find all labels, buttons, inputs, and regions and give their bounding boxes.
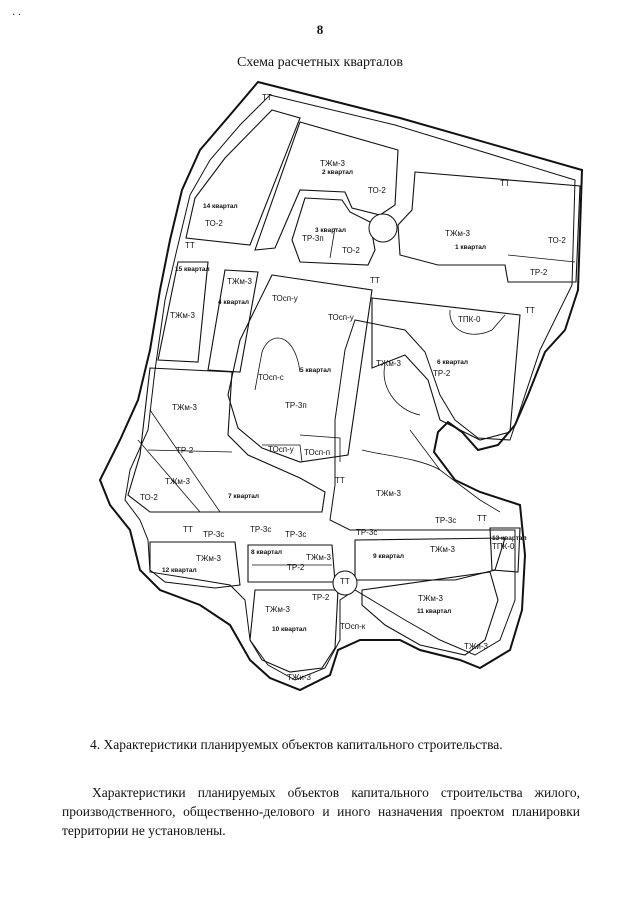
zone-label: ТО-2 — [368, 186, 386, 195]
zone-label: ТОсп-у — [328, 313, 354, 322]
quarter-label: 15 квартал — [175, 266, 210, 273]
zone-label: ТЖм-3 — [165, 477, 190, 486]
zone-label: ТР-2 — [312, 593, 330, 602]
zone-label: ТОсп-п — [304, 448, 331, 457]
zone-label: ТЖм-3 — [265, 605, 290, 614]
quarter-label: 1 квартал — [455, 244, 487, 251]
zone-label: ТР-3с — [285, 530, 307, 539]
quarter-label: 13 квартал — [492, 535, 527, 542]
zone-label: ТОсп-к — [340, 622, 366, 631]
zone-label: ТЖм-3 — [306, 553, 331, 562]
quarter-label: 11 квартал — [417, 608, 452, 615]
zone-divider — [255, 338, 300, 390]
zone-label: ТЖм-3 — [418, 594, 443, 603]
zone-label: ТР-2 — [530, 268, 548, 277]
zone-divider — [384, 365, 420, 415]
zone-label: ТЖм-3 — [376, 359, 401, 368]
zone-label: ТЖм-3 — [430, 545, 455, 554]
quarter-label: 2 квартал — [322, 169, 354, 176]
section-heading: 4. Характеристики планируемых объектов капитального строительства. — [90, 737, 503, 752]
quarter-label: 4 квартал — [218, 299, 250, 306]
zone-label: ТТ — [335, 476, 345, 485]
zone-divider — [362, 450, 500, 512]
zone-label: ТТ — [185, 241, 195, 250]
zone-label: ТО-2 — [205, 219, 223, 228]
zone-label: ТР-2 — [176, 446, 194, 455]
zone-label: ТР-2 — [433, 369, 451, 378]
zone-label: ТТ — [340, 577, 350, 586]
quarter-label: 5 квартал — [300, 367, 332, 374]
zone-label: ТЖм-3 — [445, 229, 470, 238]
zone-label: ТО-2 — [342, 246, 360, 255]
zone-label: ТР-3с — [203, 530, 225, 539]
zone-label: ТР-3с — [435, 516, 457, 525]
zone-label: ТР-3с — [250, 525, 272, 534]
quarter-12-outline — [150, 542, 240, 588]
zone-label: ТТ — [370, 276, 380, 285]
zone-label: ТЖм-3 — [170, 311, 195, 320]
quarter-7-outline — [128, 368, 325, 512]
quarter-1-outline — [398, 172, 580, 282]
zone-label: ТТ — [477, 514, 487, 523]
zone-label: ТЖм-3 — [196, 554, 221, 563]
scheme-title: Схема расчетных кварталов — [236, 55, 404, 70]
zone-label: ТОсп-у — [272, 294, 298, 303]
zone-label: ТПК-0 — [458, 315, 481, 324]
zone-label: ТПК-0 — [492, 542, 515, 551]
zone-label: ТТ — [500, 179, 510, 188]
zone-label: ТТ — [183, 525, 193, 534]
scan-marks: · · — [12, 10, 22, 21]
zone-label: ТОсп-у — [268, 445, 294, 454]
zone-label: ТЖм-3 — [320, 159, 345, 168]
zone-label: ТР-2 — [287, 563, 305, 572]
zone-label: ТО-2 — [548, 236, 566, 245]
zone-label: ТЖи-3 — [464, 642, 488, 651]
quarter-label: 8 квартал — [251, 549, 283, 556]
zone-label: ТЖм-3 — [227, 277, 252, 286]
quarter-label: 3 квартал — [315, 227, 347, 234]
zone-label: ТЖи-3 — [287, 673, 311, 682]
quarter-label: 10 квартал — [272, 626, 307, 633]
zone-label: ТР-3п — [302, 234, 324, 243]
quarter-14-outline — [186, 110, 300, 245]
zone-label: ТТ — [262, 93, 272, 102]
zone-label: ТЖм-3 — [172, 403, 197, 412]
quarter-label: 14 квартал — [203, 203, 238, 210]
quarter-label: 6 квартал — [437, 359, 469, 366]
zone-divider — [150, 410, 220, 512]
zone-label: ТР-3с — [356, 528, 378, 537]
quarter-label: 9 квартал — [373, 553, 405, 560]
zone-label: ТО-2 — [140, 493, 158, 502]
roundabout — [369, 214, 397, 242]
page-number: 8 — [316, 22, 324, 37]
zone-label: ТОсп-с — [258, 373, 284, 382]
zone-label: ТТ — [525, 306, 535, 315]
quarter-label: 7 квартал — [228, 493, 260, 500]
zone-label: ТР-3п — [285, 401, 307, 410]
zone-label: ТЖм-3 — [376, 489, 401, 498]
zone-divider — [508, 255, 575, 262]
quarter-label: 12 квартал — [162, 567, 197, 574]
zone-divider — [410, 430, 440, 470]
body-paragraph: Характеристики планируемых объектов капитального строительства жилого, производственного, общественно-делового и иного назначения проектом планировки территории не установлены. — [62, 785, 580, 838]
